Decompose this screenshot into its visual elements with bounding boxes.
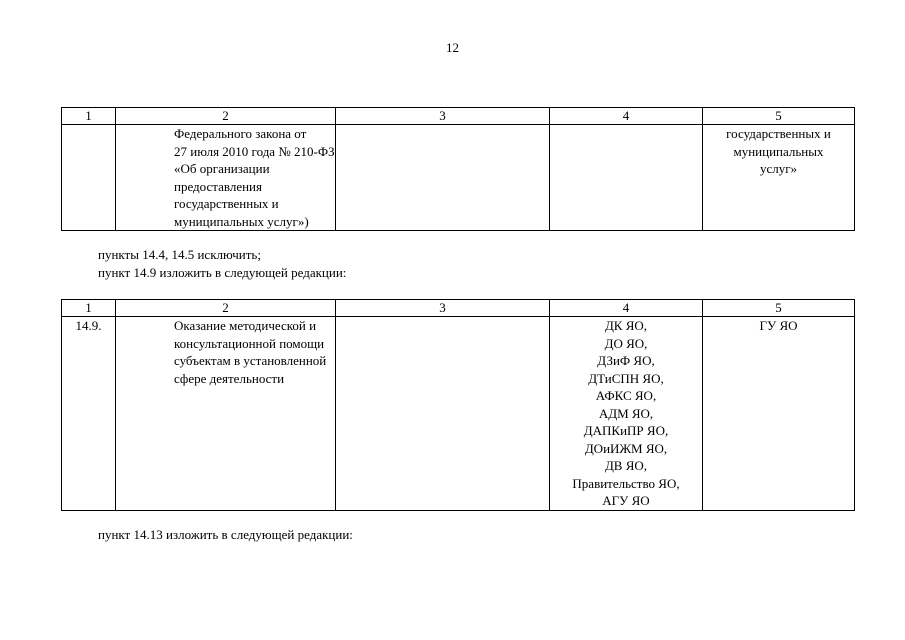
text-line: государственных и: [726, 126, 831, 141]
header-cell-1: 1: [62, 300, 116, 317]
amendment-paragraphs-2: [98, 526, 353, 544]
text-line: ДОиИЖМ ЯО,: [584, 440, 668, 456]
cell-col5: ГУ ЯО: [703, 317, 855, 511]
text-line: ДВ ЯО,: [604, 458, 648, 473]
text-line: консультационной помощи: [174, 335, 325, 351]
cell-description: [116, 317, 336, 511]
text-line: ДТиСПН ЯО,: [588, 370, 664, 386]
header-cell-3: 3: [336, 300, 550, 317]
text-line: ДЗиФ ЯО,: [597, 353, 655, 368]
table-continuation: [61, 107, 855, 231]
header-cell-3: 3: [336, 108, 550, 125]
paragraph-line: пункт 14.13 изложить в следующей редакции:: [98, 527, 353, 542]
text-line: предоставления: [174, 178, 262, 194]
header-cell-2: 2: [116, 300, 336, 317]
table-header-row: [62, 108, 855, 125]
table-row: [62, 317, 855, 511]
table-header-row: [62, 300, 855, 317]
cell-col4: [550, 125, 703, 231]
text-line: «Об организации: [174, 161, 270, 176]
cell-executors: [550, 317, 703, 511]
text-line: АДМ ЯО,: [598, 405, 654, 421]
text-line: ДАПКиПР ЯО,: [583, 423, 669, 438]
text-line: АГУ ЯО: [602, 493, 650, 508]
text-line: Федерального закона от: [174, 126, 307, 141]
text-line: 27 июля 2010 года № 210-ФЗ: [174, 143, 335, 159]
paragraph-line: пункт 14.9 изложить в следующей редакции:: [98, 264, 347, 280]
text-line: муниципальных: [733, 143, 824, 159]
page-number: 12: [446, 40, 459, 55]
paragraph-line: пункты 14.4, 14.5 исключить;: [98, 247, 261, 262]
header-cell-4: 4: [550, 108, 703, 125]
text-line: Оказание методической и: [174, 318, 317, 333]
cell-col3: [336, 317, 550, 511]
header-cell-5: 5: [703, 300, 855, 317]
text-line: ДО ЯО,: [604, 335, 648, 351]
header-cell-4: 4: [550, 300, 703, 317]
cell-number: 14.9.: [62, 317, 116, 511]
table-row: [62, 125, 855, 231]
text-line: субъектам в установленной: [174, 353, 327, 368]
text-line: АФКС ЯО,: [595, 388, 657, 403]
header-cell-2: 2: [116, 108, 336, 125]
text-line: услуг»: [759, 161, 798, 176]
text-line: ДК ЯО,: [604, 318, 648, 333]
header-cell-5: 5: [703, 108, 855, 125]
cell-number: [62, 125, 116, 231]
text-line: государственных и: [174, 196, 279, 211]
cell-col3: [336, 125, 550, 231]
text-line: муниципальных услуг»): [174, 213, 309, 229]
text-line: сфере деятельности: [174, 370, 285, 386]
cell-col5: [703, 125, 855, 231]
amendment-paragraphs-1: [98, 246, 346, 281]
header-cell-1: 1: [62, 108, 116, 125]
text-line: Правительство ЯО,: [572, 475, 680, 491]
cell-description: [116, 125, 336, 231]
table-item-14-9: [61, 299, 855, 511]
